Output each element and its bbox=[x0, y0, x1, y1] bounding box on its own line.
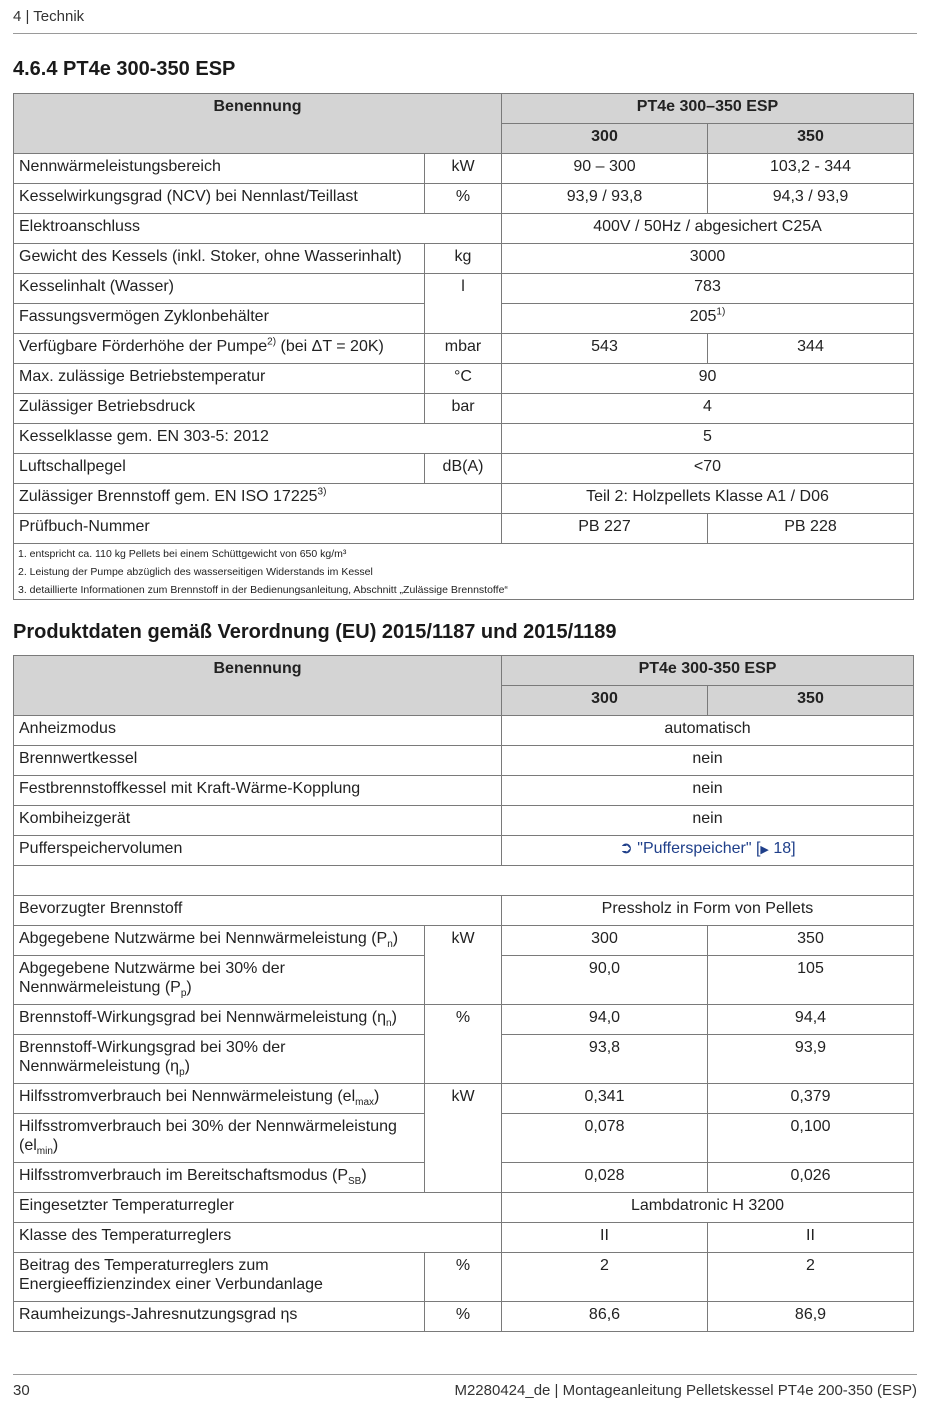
header-300: 300 bbox=[502, 686, 708, 716]
header-benennung: Benennung bbox=[14, 94, 502, 154]
value-350: PB 228 bbox=[708, 514, 914, 544]
header-350: 350 bbox=[708, 686, 914, 716]
value-350: 0,379 bbox=[708, 1084, 914, 1114]
value-both: 90 bbox=[502, 364, 914, 394]
value-350: 94,3 / 93,9 bbox=[708, 184, 914, 214]
value-both: nein bbox=[502, 746, 914, 776]
label-sub: min bbox=[36, 1146, 53, 1158]
label-text: Brennstoff-Wirkungsgrad bei 30% der Nennwärmeleistung (η bbox=[19, 1039, 286, 1075]
value-350: 93,9 bbox=[708, 1035, 914, 1084]
table-row bbox=[14, 716, 914, 746]
value-both: 3000 bbox=[502, 244, 914, 274]
value-300: 90,0 bbox=[502, 956, 708, 1005]
row-unit: kW bbox=[425, 1084, 502, 1193]
table-row bbox=[14, 364, 914, 394]
row-label: Luftschallpegel bbox=[14, 454, 425, 484]
table-row bbox=[14, 896, 914, 926]
footnote-ref: 2) bbox=[267, 336, 277, 348]
row-label: Anheizmodus bbox=[14, 716, 502, 746]
table-row bbox=[14, 154, 914, 184]
label-text: Hilfsstromverbrauch bei 30% der Nennwärmeleistung (el bbox=[19, 1118, 397, 1154]
row-label bbox=[14, 1035, 425, 1084]
row-label bbox=[14, 926, 425, 956]
value-350: 344 bbox=[708, 334, 914, 364]
row-label bbox=[14, 1163, 425, 1193]
page-footer bbox=[13, 1374, 917, 1401]
empty-row bbox=[14, 866, 914, 896]
label-sub: n bbox=[387, 939, 393, 951]
row-label bbox=[14, 956, 425, 1005]
label-sub: n bbox=[386, 1018, 392, 1030]
page-number: 30 bbox=[13, 1382, 30, 1399]
table-row bbox=[14, 214, 914, 244]
row-label: Kombiheizgerät bbox=[14, 806, 502, 836]
row-unit: % bbox=[425, 1302, 502, 1332]
row-label bbox=[14, 1114, 425, 1163]
product-data-table bbox=[13, 655, 914, 1332]
table-row bbox=[14, 746, 914, 776]
row-unit: bar bbox=[425, 394, 502, 424]
label-text: Hilfsstromverbrauch bei Nennwärmeleistung (el bbox=[19, 1088, 356, 1105]
header-label: 4 | Technik bbox=[13, 8, 85, 25]
row-label: Gewicht des Kessels (inkl. Stoker, ohne Wasserinhalt) bbox=[14, 244, 425, 274]
row-label: Fassungsvermögen Zyklonbehälter bbox=[14, 304, 425, 334]
table-row bbox=[14, 394, 914, 424]
arrow-right-icon: ➲ bbox=[619, 840, 633, 857]
pufferspeicher-link[interactable] bbox=[502, 836, 914, 866]
row-label: Beitrag des Temperaturreglers zum Energieeffizienzindex einer Verbundanlage bbox=[14, 1253, 425, 1302]
value-300: 0,028 bbox=[502, 1163, 708, 1193]
label-sub: p bbox=[179, 1067, 185, 1079]
label-sub: p bbox=[180, 988, 187, 1000]
row-label: Kesselklasse gem. EN 303-5: 2012 bbox=[14, 424, 502, 454]
header-model: PT4e 300–350 ESP bbox=[502, 94, 914, 124]
value-300: 94,0 bbox=[502, 1005, 708, 1035]
row-label: Elektroanschluss bbox=[14, 214, 502, 244]
row-label: Klasse des Temperaturreglers bbox=[14, 1223, 502, 1253]
value-350: 350 bbox=[708, 926, 914, 956]
table-row bbox=[14, 1223, 914, 1253]
row-unit: dB(A) bbox=[425, 454, 502, 484]
row-label: Prüfbuch-Nummer bbox=[14, 514, 502, 544]
footnote: 2. Leistung der Pumpe abzüglich des wasserseitigen Widerstands im Kessel bbox=[18, 566, 373, 578]
row-unit: % bbox=[425, 1005, 502, 1084]
value-both: 400V / 50Hz / abgesichert C25A bbox=[502, 214, 914, 244]
footnote-ref: 1) bbox=[716, 306, 726, 318]
table-row bbox=[14, 514, 914, 544]
footnotes-cell bbox=[14, 544, 914, 600]
row-label bbox=[14, 1005, 425, 1035]
row-label: Pufferspeichervolumen bbox=[14, 836, 502, 866]
value-350: 103,2 - 344 bbox=[708, 154, 914, 184]
label-close: ) bbox=[52, 1137, 59, 1154]
value-300: 90 – 300 bbox=[502, 154, 708, 184]
table-row bbox=[14, 836, 914, 866]
value-300: 2 bbox=[502, 1253, 708, 1302]
table-row bbox=[14, 926, 914, 956]
table-row bbox=[14, 484, 914, 514]
value-350: 94,4 bbox=[708, 1005, 914, 1035]
table-row bbox=[14, 1005, 914, 1035]
row-label: Brennwertkessel bbox=[14, 746, 502, 776]
value-both: Lambdatronic H 3200 bbox=[502, 1193, 914, 1223]
table-row bbox=[14, 184, 914, 214]
label-close: ) bbox=[391, 1009, 397, 1026]
table-row bbox=[14, 1253, 914, 1302]
label-text: Brennstoff-Wirkungsgrad bei Nennwärmeleistung (η bbox=[19, 1009, 386, 1026]
section-title-technical: 4.6.4 PT4e 300-350 ESP bbox=[13, 58, 236, 80]
row-label: Zulässiger Betriebsdruck bbox=[14, 394, 425, 424]
value-both: Pressholz in Form von Pellets bbox=[502, 896, 914, 926]
link-text: "Pufferspeicher" [ bbox=[632, 840, 761, 857]
value-300: 93,9 / 93,8 bbox=[502, 184, 708, 214]
row-label: Kesselinhalt (Wasser) bbox=[14, 274, 425, 304]
table-row bbox=[14, 454, 914, 484]
row-unit: l bbox=[425, 274, 502, 334]
value-300: 86,6 bbox=[502, 1302, 708, 1332]
value-350: II bbox=[708, 1223, 914, 1253]
value-300: 543 bbox=[502, 334, 708, 364]
technical-data-table bbox=[13, 93, 914, 600]
value-both: nein bbox=[502, 776, 914, 806]
value-300: 300 bbox=[502, 926, 708, 956]
row-unit: °C bbox=[425, 364, 502, 394]
header-model: PT4e 300-350 ESP bbox=[502, 656, 914, 686]
value-300: 0,341 bbox=[502, 1084, 708, 1114]
row-unit: % bbox=[425, 184, 502, 214]
label-sub: SB bbox=[347, 1176, 362, 1188]
row-label bbox=[14, 334, 425, 364]
row-label: Nennwärmeleistungsbereich bbox=[14, 154, 425, 184]
footnote-ref: 3) bbox=[317, 486, 327, 498]
header-350: 350 bbox=[708, 124, 914, 154]
footnote: 1. entspricht ca. 110 kg Pellets bei einem Schüttgewicht von 650 kg/m³ bbox=[18, 548, 347, 560]
empty-cell bbox=[14, 866, 914, 896]
value-350: 86,9 bbox=[708, 1302, 914, 1332]
label-sub: max bbox=[355, 1097, 375, 1109]
footnotes bbox=[14, 544, 914, 600]
table-row bbox=[14, 1193, 914, 1223]
value-300: PB 227 bbox=[502, 514, 708, 544]
value-300: II bbox=[502, 1223, 708, 1253]
label-text: Zulässiger Brennstoff gem. EN ISO 17225 bbox=[19, 488, 318, 505]
label-text: Abgegebene Nutzwärme bei Nennwärmeleistung (P bbox=[19, 930, 388, 947]
value-300: 93,8 bbox=[502, 1035, 708, 1084]
page-header bbox=[13, 0, 917, 34]
value-both: <70 bbox=[502, 454, 914, 484]
value-350: 0,026 bbox=[708, 1163, 914, 1193]
row-label: Raumheizungs-Jahresnutzungsgrad ηs bbox=[14, 1302, 425, 1332]
value-both: automatisch bbox=[502, 716, 914, 746]
label-close: ) bbox=[392, 930, 399, 947]
row-label: Max. zulässige Betriebstemperatur bbox=[14, 364, 425, 394]
header-300: 300 bbox=[502, 124, 708, 154]
table-row bbox=[14, 776, 914, 806]
row-label: Bevorzugter Brennstoff bbox=[14, 896, 502, 926]
label-text: Hilfsstromverbrauch im Bereitschaftsmodus (P bbox=[19, 1167, 348, 1184]
row-unit: % bbox=[425, 1253, 502, 1302]
link-page: 18] bbox=[768, 840, 796, 857]
table-row bbox=[14, 1302, 914, 1332]
value-300: 0,078 bbox=[502, 1114, 708, 1163]
table-row bbox=[14, 424, 914, 454]
value-both: nein bbox=[502, 806, 914, 836]
value-350: 2 bbox=[708, 1253, 914, 1302]
table-row bbox=[14, 1084, 914, 1114]
triangle-right-icon: ▶ bbox=[760, 844, 769, 856]
table-row bbox=[14, 274, 914, 304]
row-label: Eingesetzter Temperaturregler bbox=[14, 1193, 502, 1223]
label-close: ) bbox=[186, 979, 192, 996]
row-label bbox=[14, 484, 502, 514]
value-350: 0,100 bbox=[708, 1114, 914, 1163]
value-both: 783 bbox=[502, 274, 914, 304]
section-title-product-data: Produktdaten gemäß Verordnung (EU) 2015/1187 und 2015/1189 bbox=[13, 621, 617, 643]
row-unit: kW bbox=[425, 154, 502, 184]
label-close: ) bbox=[184, 1058, 190, 1075]
label-text: Verfügbare Förderhöhe der Pumpe bbox=[19, 338, 268, 355]
row-label: Festbrennstoffkessel mit Kraft-Wärme-Kopplung bbox=[14, 776, 502, 806]
row-label: Kesselwirkungsgrad (NCV) bei Nennlast/Teillast bbox=[14, 184, 425, 214]
footnote: 3. detaillierte Informationen zum Brennstoff in der Bedienungsanleitung, Abschnitt „Zulässige Brennstoffe“ bbox=[18, 584, 508, 596]
document-reference: M2280424_de | Montageanleitung Pelletskessel PT4e 200-350 (ESP) bbox=[454, 1382, 917, 1399]
label-close: ) bbox=[374, 1088, 380, 1105]
value-both bbox=[502, 304, 914, 334]
row-label bbox=[14, 1084, 425, 1114]
value-both: 4 bbox=[502, 394, 914, 424]
label-suffix: (bei ΔT = 20K) bbox=[276, 338, 384, 355]
value-both: Teil 2: Holzpellets Klasse A1 / D06 bbox=[502, 484, 914, 514]
value-350: 105 bbox=[708, 956, 914, 1005]
label-text: Abgegebene Nutzwärme bei 30% der Nennwärmeleistung (P bbox=[19, 960, 285, 996]
row-unit: kW bbox=[425, 926, 502, 1005]
row-unit: mbar bbox=[425, 334, 502, 364]
row-unit: kg bbox=[425, 244, 502, 274]
value-text: 205 bbox=[689, 308, 717, 325]
value-both: 5 bbox=[502, 424, 914, 454]
header-benennung: Benennung bbox=[14, 656, 502, 716]
table-row bbox=[14, 334, 914, 364]
table-row bbox=[14, 806, 914, 836]
table-row bbox=[14, 244, 914, 274]
label-close: ) bbox=[361, 1167, 367, 1184]
